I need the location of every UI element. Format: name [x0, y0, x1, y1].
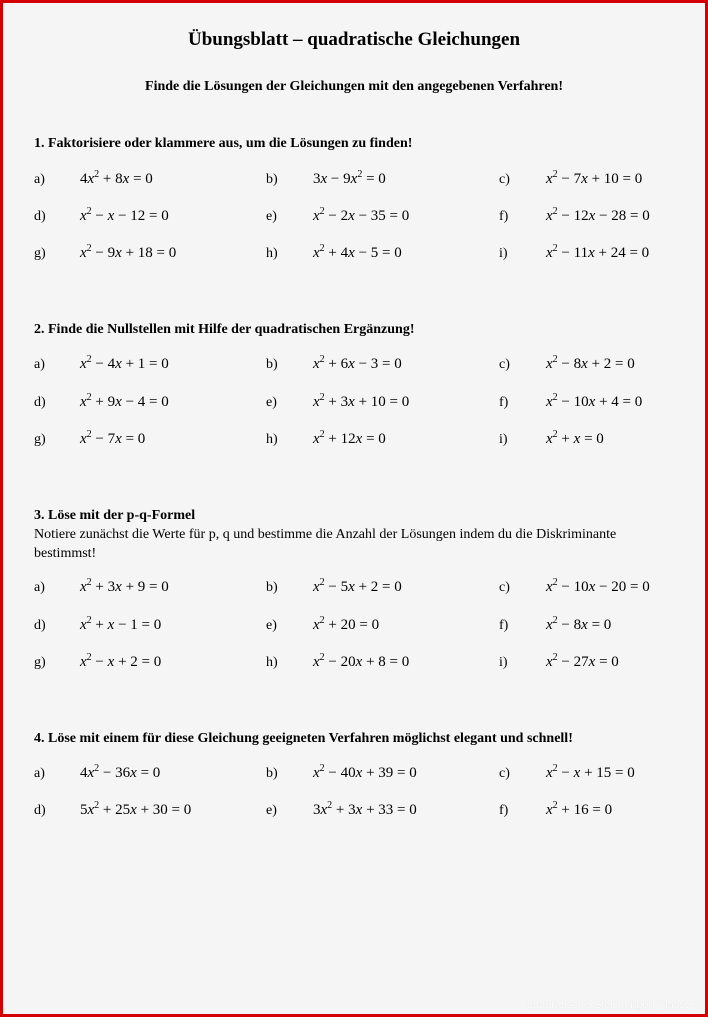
- equation: $x^2 + 20 = 0$: [313, 615, 380, 633]
- exercise-label: c): [499, 580, 510, 595]
- exercise-label: a): [34, 357, 45, 372]
- exercise-label: h): [266, 655, 278, 670]
- page-subtitle: Finde die Lösungen der Gleichungen mit den angegebenen Verfahren!: [145, 79, 563, 94]
- section-3-heading: [34, 506, 674, 563]
- exercise-label: c): [499, 766, 510, 781]
- equation: $x^2 + 9x - 4 = 0$: [80, 392, 169, 410]
- exercise-label: h): [266, 432, 278, 447]
- equation: $x^2 - 10x - 20 = 0$: [546, 577, 650, 595]
- equation: $x^2 - 12x - 28 = 0$: [546, 206, 650, 224]
- equation: $x^2 - x - 12 = 0$: [80, 206, 169, 224]
- section-2-heading: [34, 320, 674, 339]
- equation: $x^2 - 8x + 2 = 0$: [546, 354, 635, 372]
- exercise-label: i): [499, 432, 508, 447]
- equation: $x^2 + 4x - 5 = 0$: [313, 243, 402, 261]
- equation: $x^2 - 2x - 35 = 0$: [313, 206, 410, 224]
- equation: $x^2 - 5x + 2 = 0$: [313, 577, 402, 595]
- equation: $5x^2 + 25x + 30 = 0$: [80, 800, 192, 818]
- equation: $x^2 - 40x + 39 = 0$: [313, 763, 417, 781]
- equation: $x^2 + 6x - 3 = 0$: [313, 354, 402, 372]
- equation: $x^2 + 3x + 9 = 0$: [80, 577, 169, 595]
- equation: $4x^2 - 36x = 0$: [80, 763, 161, 781]
- equation: $x^2 - 10x + 4 = 0$: [546, 392, 643, 410]
- exercise-label: i): [499, 246, 508, 261]
- equation: $x^2 + 16 = 0$: [546, 800, 613, 818]
- section-heading-text: 1. Faktorisiere oder klammere aus, um die Lösungen zu finden!: [34, 136, 413, 151]
- exercise-label: f): [499, 395, 509, 410]
- exercise-label: b): [266, 172, 278, 187]
- equation: $x^2 + 12x = 0$: [313, 429, 386, 447]
- equation: $x^2 + x - 1 = 0$: [80, 615, 162, 633]
- equation: $3x - 9x^2 = 0$: [313, 169, 386, 187]
- section-heading-text: 4. Löse mit einem für diese Gleichung geeigneten Verfahren möglichst elegant und schnell!: [34, 731, 573, 746]
- page-title: Übungsblatt – quadratische Gleichungen: [187, 29, 521, 50]
- exercise-label: e): [266, 395, 277, 410]
- equation: $x^2 - 7x + 10 = 0$: [546, 169, 643, 187]
- equation: $x^2 + x = 0$: [546, 429, 604, 447]
- equation: $4x^2 + 8x = 0$: [80, 169, 153, 187]
- section-4-heading: [34, 729, 674, 748]
- equation: $x^2 - 7x = 0$: [80, 429, 146, 447]
- section-heading-text: 2. Finde die Nullstellen mit Hilfe der quadratischen Ergänzung!: [34, 322, 415, 337]
- exercise-label: f): [499, 618, 509, 633]
- exercise-label: b): [266, 766, 278, 781]
- equation: $x^2 - x + 15 = 0$: [546, 763, 635, 781]
- watermark: quadratische Gleichungen Klasse 9: [526, 999, 700, 1011]
- exercise-label: f): [499, 209, 509, 224]
- exercise-label: e): [266, 618, 277, 633]
- exercise-label: b): [266, 580, 278, 595]
- exercise-label: d): [34, 395, 46, 410]
- equation: $x^2 - 9x + 18 = 0$: [80, 243, 177, 261]
- section-heading-text: 3. Löse mit der p-q-Formel: [34, 508, 196, 523]
- exercise-label: e): [266, 803, 277, 818]
- section-description: Notiere zunächst die Werte für p, q und bestimme die Anzahl der Lösungen indem du die Diskriminante bestimmst!: [34, 527, 617, 561]
- exercise-label: d): [34, 803, 46, 818]
- exercise-label: i): [499, 655, 508, 670]
- equation: $x^2 - 11x + 24 = 0$: [546, 243, 650, 261]
- equation: $x^2 - x + 2 = 0$: [80, 652, 162, 670]
- equation: $x^2 - 8x = 0$: [546, 615, 612, 633]
- exercise-label: c): [499, 357, 510, 372]
- exercise-label: a): [34, 172, 45, 187]
- equation: $x^2 - 20x + 8 = 0$: [313, 652, 410, 670]
- exercise-label: b): [266, 357, 278, 372]
- exercise-label: d): [34, 618, 46, 633]
- exercise-label: g): [34, 655, 46, 670]
- exercise-label: h): [266, 246, 278, 261]
- equation: $x^2 - 4x + 1 = 0$: [80, 354, 169, 372]
- exercise-label: g): [34, 246, 46, 261]
- exercise-label: c): [499, 172, 510, 187]
- exercise-label: d): [34, 209, 46, 224]
- exercise-label: g): [34, 432, 46, 447]
- equation: $3x^2 + 3x + 33 = 0$: [313, 800, 417, 818]
- exercise-label: f): [499, 803, 509, 818]
- section-1-heading: [34, 134, 674, 153]
- exercise-label: e): [266, 209, 277, 224]
- equation: $x^2 - 27x = 0$: [546, 652, 619, 670]
- exercise-label: a): [34, 766, 45, 781]
- exercise-label: a): [34, 580, 45, 595]
- equation: $x^2 + 3x + 10 = 0$: [313, 392, 410, 410]
